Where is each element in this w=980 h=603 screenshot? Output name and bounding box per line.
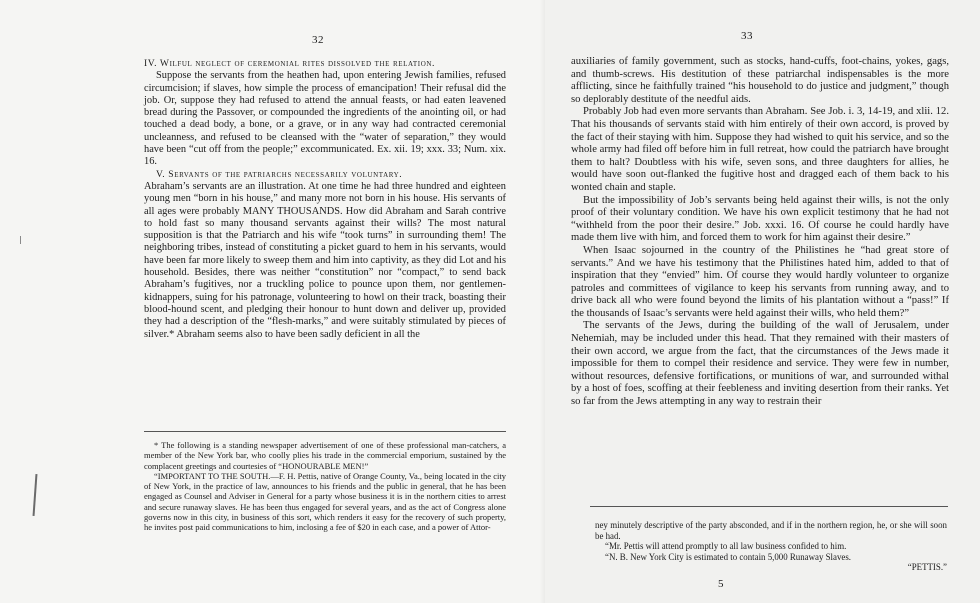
right-paragraph-5: The servants of the Jews, during the building of the wall of Jerusalem, under Nehemiah, may be included under this head. That they remained with their masters of their own accord, we argue from the fact, that the circumstances of the Jews made it impossible for them to compel their residence and service. They were few in number, without resources, defensive fortifications, or munitions of war, and surrounded withal by a host of foes, scoffing at their feebleness and inviting desertion from their ranks. Yet so far from the Jews attempting in any way to restrain their [571, 320, 949, 408]
right-paragraph-4: When Isaac sojourned in the country of the Philistines he “had great store of servants.” And we have his testimony that the Philistines hated him, added to that of inspiration that they “envied” him. Of course they would hardly volunteer to organize patroles and committees of vigilance to keep his servants from running away, and to drive back all who were found beyond the limits of his plantation without a “pass!” If the thousands of Isaac’s servants were held against their wills, who held them?” [571, 244, 949, 319]
section-4-body: Suppose the servants from the heathen had, upon entering Jewish families, refused circumcision; if slaves, how simple the process of emancipation! Their refusal did the job. Or, suppose they had refused to attend the annual feasts, or had eaten leavened bread during the Passover, or compounded the ingredients of the anointing oil, or had touched a dead body, a bone, or a grave, or in any way had contracted ceremonial uncleanness, and refused to be cleansed with the “water of separation,” they would have been “cut off from the people;” excommunicated. Ex. xii. 19; xxx. 33; Num. xix. 16. [144, 70, 506, 168]
left-footnotes [144, 440, 506, 533]
left-main-text [144, 58, 506, 341]
right-paragraph-2: Probably Job had even more servants than Abraham. See Job. i. 3, 14-19, and xlii. 12. That his thousands of servants staid with him entirely of their own accord, is proved by the fact of their staying with him. Suppose they had wished to quit his service, and so the whole army had filed off before him in full retreat, how could the patriarch have brought them to halt? Doubtless with his wife, seven sons, and three daughters for allies, he would have soon out-flanked the fugitive host and dragged each of them back to his wonted chain and staple. [571, 106, 949, 193]
footnote-law-business: “Mr. Pettis will attend promptly to all law business confided to him. [605, 541, 847, 552]
footnote-rule-left [144, 431, 506, 432]
right-page [545, 0, 980, 603]
margin-pencil-mark [33, 474, 38, 516]
section-4-heading: IV. Wilful neglect of ceremonial rites dissolved the relation. [144, 58, 436, 69]
right-paragraph-1: auxiliaries of family government, such as stocks, hand-cuffs, foot-chains, yokes, gags, and thumb-screws. His destitution of these patriarchal indispensables is the more afflicting, since he faithfully trained “his household to do justice and judgment,” though so deplorably destitute of the needful aids. [571, 56, 949, 105]
section-5-heading: V. Servants of the patriarchs necessarily voluntary. [156, 168, 403, 180]
right-main-text [571, 56, 949, 409]
footnote-signature: “PETTIS.” [907, 562, 947, 573]
footnote-2: “IMPORTANT TO THE SOUTH.—F. H. Pettis, native of Orange County, Va., being located in the city of New York, in the practice of law, announces to his friends and the public in general, that he has been engaged as Counsel and Adviser in General for a party whose business it is in the northern cities to arrest and secure runaway slaves. He has been thus engaged for several years, and as the act of Congress alone governs now in this city, in business of this sort, which renders it easy for the recovery of such property, he invites post paid communications to him, inclosing a fee of $20 in each case, and a power of Attor- [144, 470, 506, 533]
right-footnotes [595, 520, 947, 573]
footnote-continuation: ney minutely descriptive of the party absconded, and if in the northern region, he, or she will soon be had. [595, 520, 947, 541]
footnote-runaway-estimate: “N. B. New York City is estimated to contain 5,000 Runaway Slaves. [605, 551, 852, 562]
section-5-body: Abraham’s servants are an illustration. At one time he had three hundred and eighteen young men “born in his house,” and many more not born in his house. His servants of all ages were probably MANY THOUSANDS. How did Abraham and Sarah contrive to hold fast so many thousand servants against their wills? The most natural supposition is that the Patriarch and his wife “took turns” in surrounding them! The neighboring tribes, instead of constituting a picket guard to hem in his servants, would have been far more likely to sweep them and him into captivity, as they did Lot and his household. Besides, there was neither “constitution” nor “compact,” to send back Abraham’s fugitives, nor a truckling police to pounce upon them, nor gentlemen-kidnappers, suing for his patronage, volunteering to howl on their track, boasting their blood-hound scent, and pledging their honour to hunt down and deliver up, provided they had a description of the “flesh-marks,” and were suitably stimulated by pieces of silver.* Abraham seems also to have been sadly deficient in all the [144, 180, 506, 340]
margin-speck [20, 236, 21, 244]
footnote-rule-right [590, 506, 948, 507]
left-page-number: 32 [312, 34, 324, 46]
right-paragraph-3: But the impossibility of Job’s servants being held against their wills, is not the only proof of their voluntary condition. We have his own explicit testimony that he had not “withheld from the poor their desire.” Job. xxxi. 16. Of course he could hardly have made them live with him, and forced them to work for him against their desire.” [571, 194, 949, 244]
footnote-1: * The following is a standing newspaper advertisement of one of these professional man-catchers, a member of the New York bar, who coolly plies his trade in the commercial emporium, sustained by the complacent greetings and courtesies of “HONOURABLE MEN!” [144, 440, 506, 471]
right-page-number: 33 [741, 30, 753, 42]
signature-mark: 5 [718, 578, 724, 590]
